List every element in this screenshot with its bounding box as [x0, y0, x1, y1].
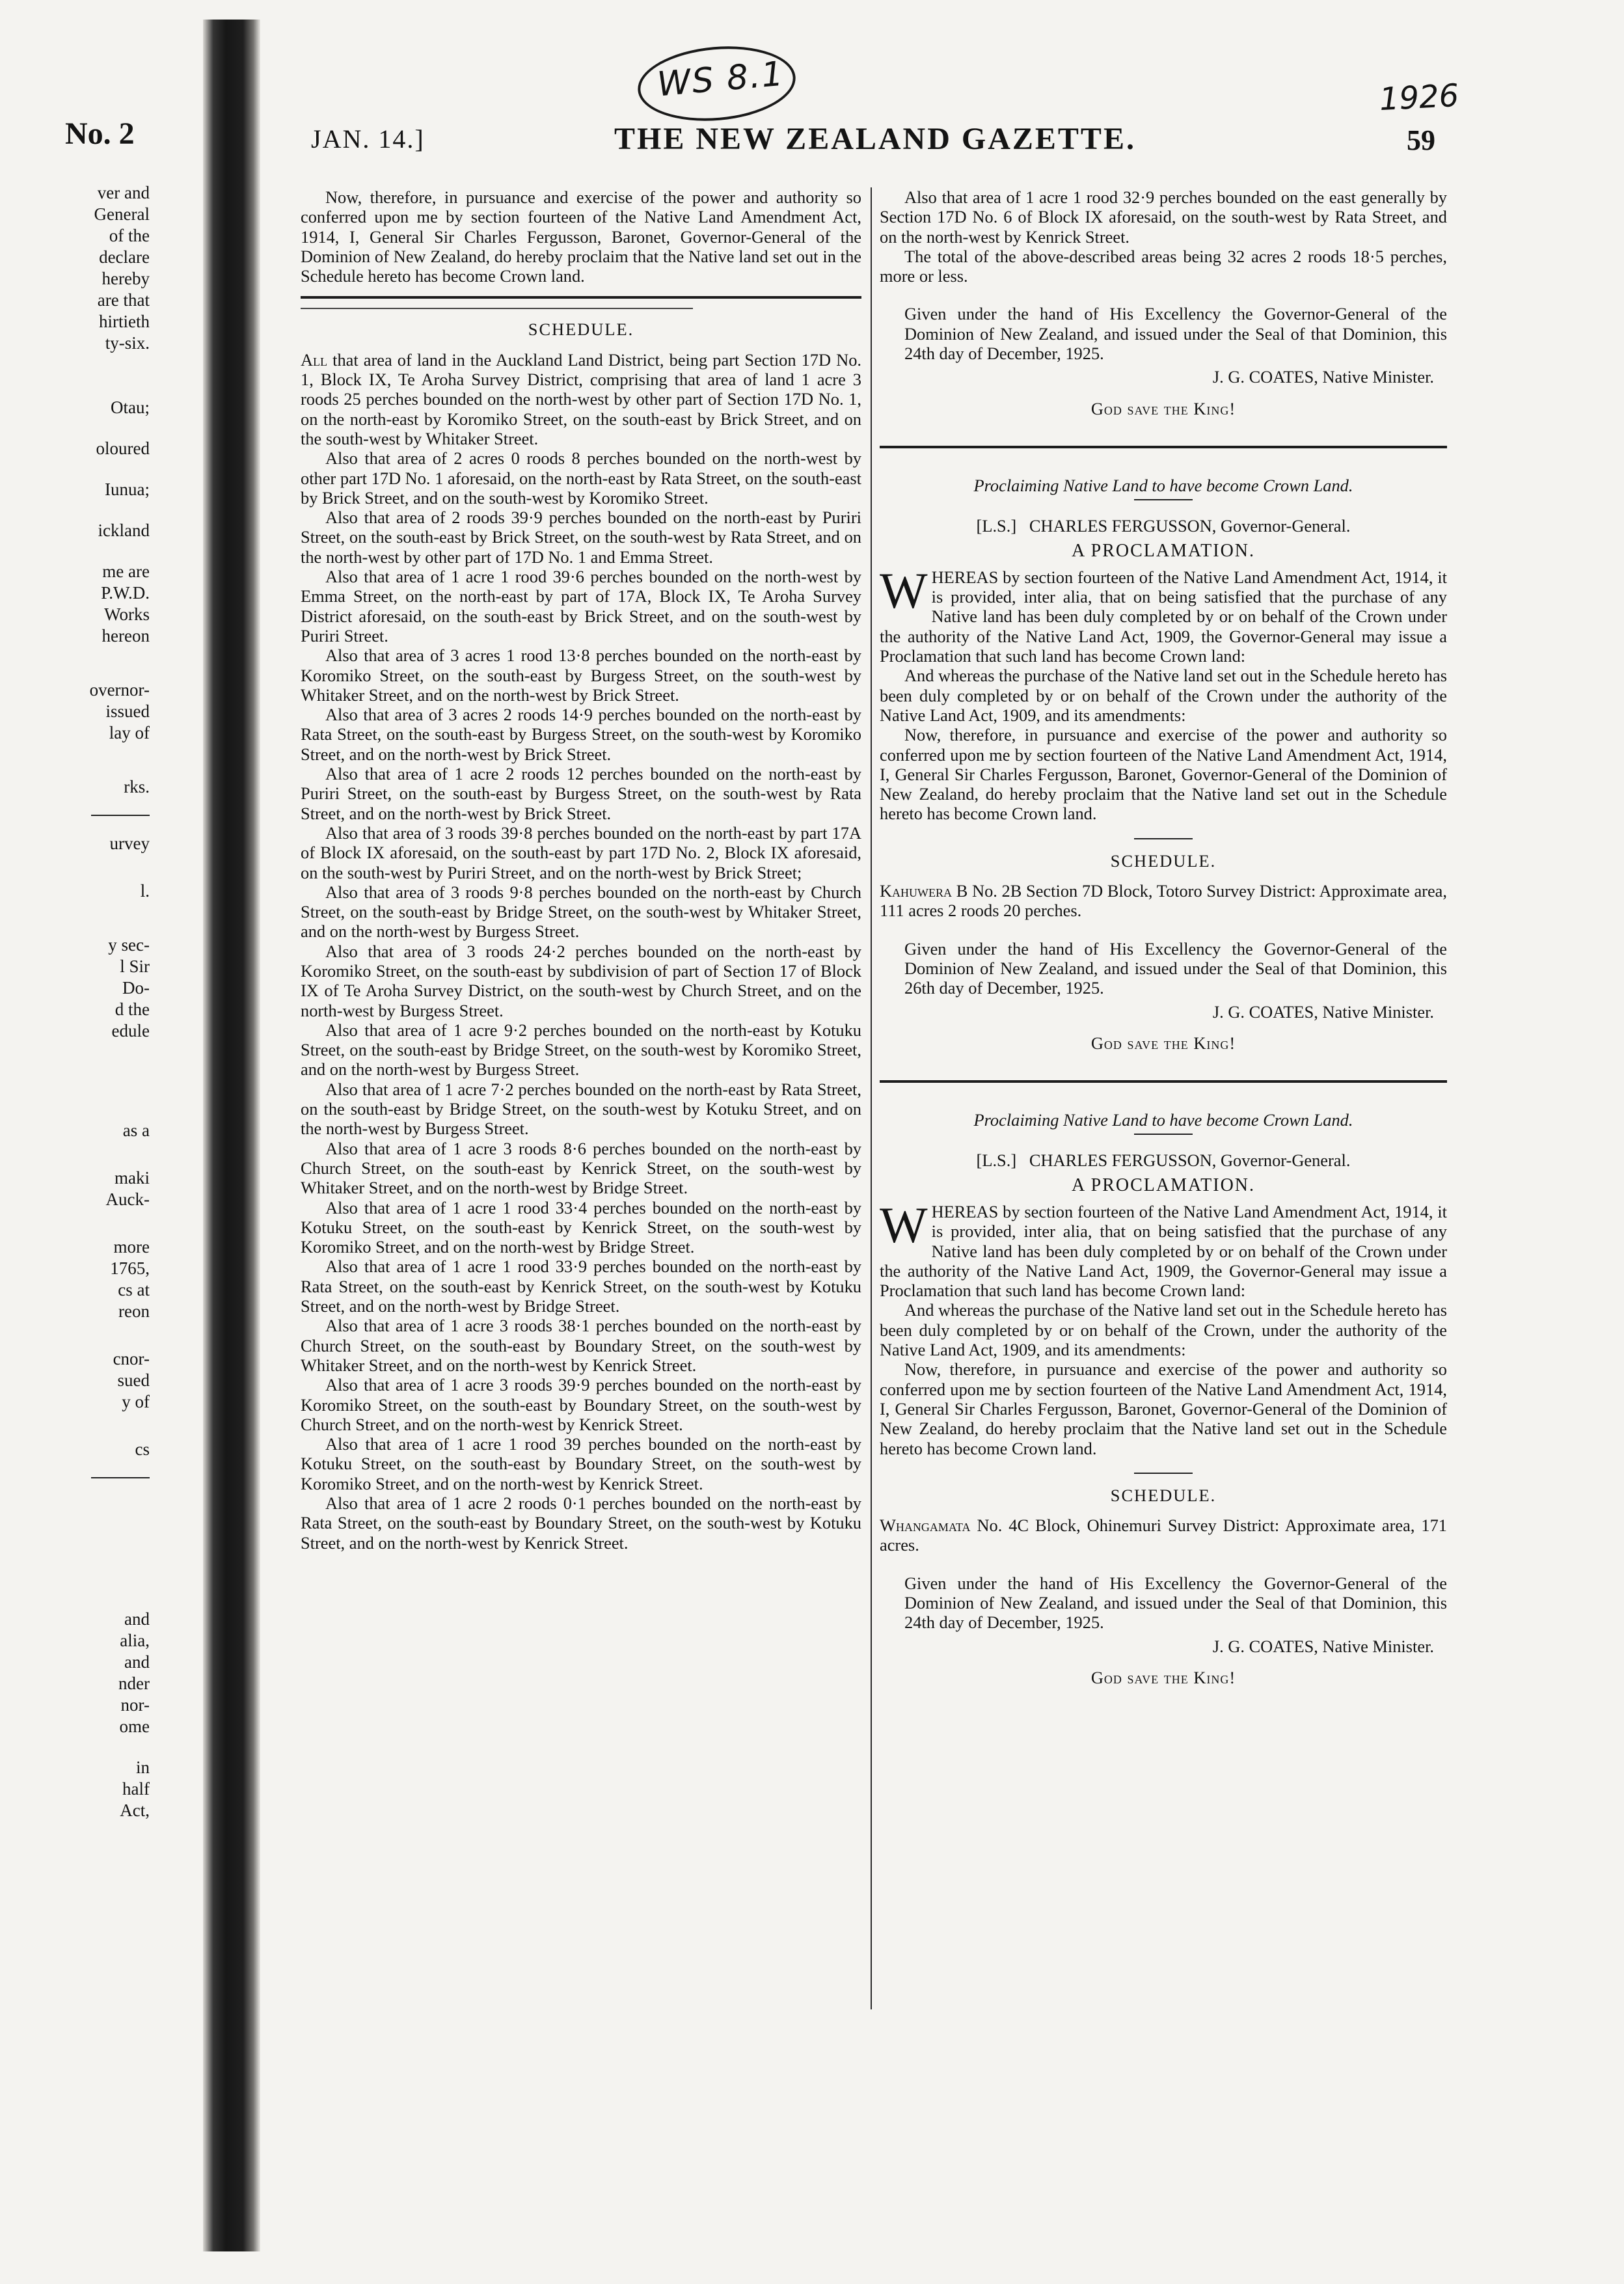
schedule-paragraph: Also that area of 3 roods 24·2 perches bounded on the north-east by Koromiko Street, on the south-east by subdivision of part of Section 17 of Block IX of Te Aroha Survey District, on the south-west by Church Street, and on the north-west by Burgess Street. [301, 941, 861, 1020]
handwritten-year: 1926 [1378, 77, 1460, 118]
section-rule [301, 296, 861, 299]
minister-signature: J. G. COATES, Native Minister. [1212, 1001, 1434, 1022]
schedule-paragraph: Also that area of 1 acre 3 roods 39·9 perches bounded on the north-east by Koromiko Street, on the south-east by Boundary Street, on the south-west by Church Street, and on the north-west by Kenrick Street. [301, 1375, 861, 1434]
column-divider [871, 187, 872, 2009]
schedule-paragraph: Also that area of 1 acre 1 rood 33·9 perches bounded on the north-east by Rata Street, on the south-east by Kenrick Street, on the south-west by Kotuku Street, and on the north-west by Bridge Street. [301, 1257, 861, 1316]
right-column [880, 187, 1447, 1687]
total-paragraph: The total of the above-described areas being 32 acres 2 roods 18·5 perches, more or less. [880, 246, 1447, 286]
fragment: cs [135, 1439, 150, 1459]
fragment: more [113, 1237, 150, 1257]
block-name: Kahuwera [880, 881, 953, 901]
margin-rule [91, 815, 150, 816]
block-name: Whangamata [880, 1516, 971, 1536]
section-separator [880, 446, 1447, 448]
minister-signature: J. G. COATES, Native Minister. [1212, 367, 1434, 387]
proclamation-heading: A PROCLAMATION. [1071, 1175, 1256, 1195]
schedule-rule [1134, 838, 1193, 839]
proclamation-caption: Proclaiming Native Land to have become Crown Land. [973, 475, 1353, 495]
schedule-entry [880, 1516, 1447, 1555]
schedule-paragraph: Also that area of 1 acre 2 roods 0·1 perches bounded on the north-east by Rata Street, on the south-east by Boundary Street, on the south-west by Kotuku Street, and on the north-west by Kenrick Street. [301, 1493, 861, 1553]
fragment: hirtieth [99, 312, 150, 331]
fragment: cs at [118, 1280, 150, 1299]
schedule-paragraph: Also that area of 1 acre 7·2 perches bounded on the north-east by Rata Street, on the south-east by Bridge Street, on the south-west by Kotuku Street, and on the north-west by Burgess Street. [301, 1079, 861, 1139]
fragment: y sec- [108, 935, 150, 955]
fragment: y of [122, 1392, 150, 1411]
schedule-paragraph: Also that area of 1 acre 1 rood 39·6 perches bounded on the north-west by Emma Street, on the north-east by part of 17A, Block IX, Te Aroha Survey District aforesaid, on the south-east by Brick Street, and on the south-west by Puriri Street. [301, 567, 861, 646]
schedule-paragraph: Also that area of 3 acres 2 roods 14·9 perches bounded on the north-east by Rata Street, on the south-east by Burgess Street, on the south-west by Koromiko Street, and on the north-west by Brick Street. [301, 705, 861, 764]
section-separator [880, 1080, 1447, 1083]
whereas-text: HEREAS by section fourteen of the Native Land Amendment Act, 1914, it is provided, inter alia, that on being satisfied that the purchase of any Native land has been duly completed by or on behalf of the Crown under the authority of the Native Land Act, 1909, the Governor-General may issue a Proclamation that such land has become Crown land: [880, 567, 1447, 666]
governor-name: CHARLES FERGUSSON, Governor-General. [1029, 516, 1351, 536]
schedule-paragraph: Also that area of 1 acre 2 roods 12 perches bounded on the north-east by Puriri Street, on the south-east by Burgess Street, on the south-west by Rata Street, and on the north-west by Brick Street. [301, 764, 861, 823]
schedule-entry [880, 881, 1447, 921]
drop-cap: W [880, 562, 928, 619]
and-whereas-paragraph: And whereas the purchase of the Native land set out in the Schedule hereto has been duly completed by or on behalf of the Crown under the authority of the Native Land Act, 1909, and its amendments: [880, 666, 1447, 725]
lead-word: All [301, 349, 328, 370]
schedule-paragraph: Also that area of 3 roods 9·8 perches bounded on the north-east by Church Street, on the south-east by Bridge Street, on the south-west by Whitaker Street, and on the north-west by Burgess Street. [301, 882, 861, 942]
fragment: urvey [109, 834, 150, 853]
fragment: cnor- [113, 1349, 150, 1368]
facing-page-fragments [65, 182, 150, 1821]
fragment: Otau; [111, 398, 150, 417]
seal-mark: [L.S.] [976, 516, 1017, 536]
fragment: Works [104, 605, 150, 624]
god-save-the-king: God save the King! [1090, 1033, 1236, 1053]
fragment: declare [99, 247, 150, 267]
fragment: reon [118, 1301, 150, 1321]
seal-mark: [L.S.] [976, 1150, 1017, 1171]
fragment: lay of [109, 723, 150, 742]
gazette-title: THE NEW ZEALAND GAZETTE. [614, 122, 1136, 156]
fragment: ome [119, 1717, 150, 1736]
schedule-first-paragraph [301, 350, 861, 448]
fragment: Iunua; [105, 480, 150, 499]
god-save-the-king: God save the King! [1090, 398, 1236, 418]
minister-signature: J. G. COATES, Native Minister. [1212, 1636, 1434, 1656]
issue-number: No. 2 [65, 116, 135, 151]
fragment: 1765, [110, 1258, 150, 1278]
block-description: No. 4C Block, Ohinemuri Survey District: Approximate area, 171 acres. [880, 1516, 1447, 1555]
fragment: are that [97, 290, 150, 310]
fragment: edule [111, 1021, 150, 1040]
page-number: 59 [1407, 124, 1435, 156]
continuation-paragraph: Also that area of 1 acre 1 rood 32·9 perches bounded on the east generally by Section 17D No. 6 of Block IX aforesaid, on the south-west by Rata Street, and on the north-west by Kenrick Street. [880, 187, 1447, 247]
drop-cap: W [880, 1196, 928, 1253]
intro-paragraph: Now, therefore, in pursuance and exercise of the power and authority so conferred upon me by section fourteen of the Native Land Amendment Act, 1914, I, General Sir Charles Fergusson, Baronet, Governor-General of the Dominion of New Zealand, do hereby proclaim that the Native land set out in the Schedule hereto has become Crown land. [301, 187, 861, 286]
fragment: in [135, 1758, 150, 1777]
schedule-paragraph: Also that area of 1 acre 3 roods 8·6 perches bounded on the north-east by Church Street, on the south-east by Kenrick Street, on the south-west by Whitaker Street, and on the north-west by Bridge Street. [301, 1138, 861, 1198]
fragment: issued [105, 701, 150, 721]
schedule-paragraph: Also that area of 1 acre 1 rood 33·4 perches bounded on the north-east by Kotuku Street, on the south-east by Kenrick Street, on the south-west by Koromiko Street, and on the north-west by Bridge Street. [301, 1197, 861, 1257]
whereas-text: HEREAS by section fourteen of the Native Land Amendment Act, 1914, it is provided, inter alia, that on being satisfied that the purchase of any Native land has been duly completed by or on behalf of the Crown under the authority of the Native Land Act, 1909, the Governor-General may issue a Proclamation that such land has become Crown land: [880, 1201, 1447, 1301]
governor-name: CHARLES FERGUSSON, Governor-General. [1029, 1150, 1351, 1171]
header-date: JAN. 14.] [311, 124, 425, 154]
and-whereas-paragraph: And whereas the purchase of the Native land set out in the Schedule hereto has been duly completed by or on behalf of the Crown, under the authority of the Native Land Act, 1909, and its amendments: [880, 1300, 1447, 1360]
fragment: ver and [97, 183, 150, 202]
proclamation-heading: A PROCLAMATION. [1071, 540, 1256, 561]
fragment: oloured [96, 439, 150, 458]
schedule-paragraph: Also that area of 1 acre 1 rood 39 perches bounded on the north-east by Kotuku Street, on the south-east by Boundary Street, on the south-west by Koromiko Street, and on the north-west by Kenrick Street. [301, 1434, 861, 1493]
fragment: hereon [102, 626, 150, 646]
fragment: hereby [102, 269, 150, 288]
fragment: alia, [120, 1631, 150, 1650]
governor-line [880, 1150, 1447, 1170]
handwritten-reference: WS 8.1 [655, 54, 786, 105]
schedule-paragraph: Also that area of 1 acre 9·2 perches bounded on the north-east by Kotuku Street, on the south-east by Bridge Street, on the south-west by Koromiko Street, and on the north-west by Burgess Street. [301, 1020, 861, 1080]
now-therefore-paragraph: Now, therefore, in pursuance and exercise of the power and authority so conferred upon me by section fourteen of the Native Land Amendment Act, 1914, I, General Sir Charles Fergusson, Baronet, Governor-General of the Dominion of New Zealand, do hereby proclaim that the Native land set out in the Schedule hereto has become Crown land. [880, 1359, 1447, 1458]
whereas-paragraph [880, 562, 1447, 666]
fragment: rks. [124, 777, 150, 796]
fragment: of the [109, 226, 150, 245]
schedule-paragraph: Also that area of 3 roods 39·8 perches bounded on the north-east by part 17A of Block IX aforesaid, on the south-east by part 17D No. 2, Block IX aforesaid, on the south-west by Puriri Street, and on the north-west by Brick Street; [301, 823, 861, 882]
binding-shadow [203, 20, 260, 2251]
fragment: ty-six. [105, 333, 150, 353]
schedule-heading: SCHEDULE. [1110, 850, 1217, 871]
schedule-heading: SCHEDULE. [1110, 1485, 1217, 1505]
caption-rule [1134, 1134, 1193, 1135]
schedule-paragraph: Also that area of 2 roods 39·9 perches bounded on the north-east by Puriri Street, on the south-east by Brick Street, on the south-west by Rata Street, and on the north-west by other part of 17D No. 1 and Emma Street. [301, 508, 861, 567]
fragment: me are [102, 562, 150, 581]
given-under-hand: Given under the hand of His Excellency the Governor-General of the Dominion of New Zealand, and issued under the Seal of that Dominion, this 24th day of December, 1925. [904, 1573, 1447, 1633]
fragment: sued [117, 1370, 150, 1390]
fragment: half [122, 1779, 150, 1799]
fragment: Act, [120, 1801, 150, 1820]
now-therefore-paragraph: Now, therefore, in pursuance and exercise of the power and authority so conferred upon me by section fourteen of the Native Land Amendment Act, 1914, I, General Sir Charles Fergusson, Baronet, Governor-General of the Dominion of New Zealand, do hereby proclaim that the Native land set out in the Schedule hereto has become Crown land. [880, 725, 1447, 824]
fragment: overnor- [89, 680, 150, 700]
schedule-paragraph: Also that area of 2 acres 0 roods 8 perches bounded on the north-west by other part 17D No. 1 aforesaid, on the north-east by Rata Street, on the south-east by Brick Street, and on the south-west by Koromiko Street. [301, 448, 861, 508]
fragment: P.W.D. [101, 583, 150, 603]
proclamation-caption: Proclaiming Native Land to have become Crown Land. [973, 1110, 1353, 1130]
fragment: l. [140, 881, 150, 901]
schedule-heading: SCHEDULE. [528, 319, 634, 340]
fragment: as a [122, 1121, 150, 1140]
schedule-paragraph: Also that area of 3 acres 1 rood 13·8 perches bounded on the north-east by Koromiko Street, on the south-east by Burgess Street, on the south-west by Whitaker Street, and on the north-west by Brick Street. [301, 646, 861, 705]
fragment: ickland [98, 521, 150, 540]
block-description: B No. 2B Section 7D Block, Totoro Survey District: Approximate area, 111 acres 2 roods 20 perches. [880, 881, 1447, 921]
caption-rule [1134, 499, 1193, 500]
given-under-hand: Given under the hand of His Excellency the Governor-General of the Dominion of New Zealand, and issued under the Seal of that Dominion, this 24th day of December, 1925. [904, 304, 1447, 364]
whereas-paragraph [880, 1196, 1447, 1301]
schedule-paragraph: Also that area of 1 acre 3 roods 38·1 perches bounded on the north-east by Church Street, on the south-east by Boundary Street, on the south-west by Whitaker Street, and on the north-west by Kenrick Street. [301, 1316, 861, 1375]
schedule-rule [1134, 1473, 1193, 1474]
fragment: Auck- [105, 1190, 150, 1209]
lead-text: that area of land in the Auckland Land District, being part Section 17D No. 1, Block IX, Te Aroha Survey District, comprising that area of land 1 acre 3 roods 25 perches bounded on the north-west by other part of Section 17D No. 1, on the north-east by Koromiko Street, on the south-east by Brick Street, and on the south-west by Whitaker Street. [301, 349, 861, 448]
left-column [301, 187, 861, 1553]
fragment: nor- [120, 1695, 150, 1715]
governor-line [880, 516, 1447, 536]
fragment: and [124, 1652, 150, 1672]
given-under-hand: Given under the hand of His Excellency the Governor-General of the Dominion of New Zealand, and issued under the Seal of that Dominion, this 26th day of December, 1925. [904, 938, 1447, 998]
fragment: l Sir [120, 957, 150, 976]
thin-rule [301, 308, 693, 309]
fragment: General [94, 204, 150, 224]
fragment: and [124, 1609, 150, 1629]
fragment: nder [118, 1674, 150, 1693]
fragment: d the [115, 999, 150, 1019]
fragment: Do- [122, 978, 150, 998]
margin-rule [91, 1477, 150, 1478]
fragment: maki [115, 1168, 150, 1188]
god-save-the-king: God save the King! [1090, 1667, 1236, 1687]
